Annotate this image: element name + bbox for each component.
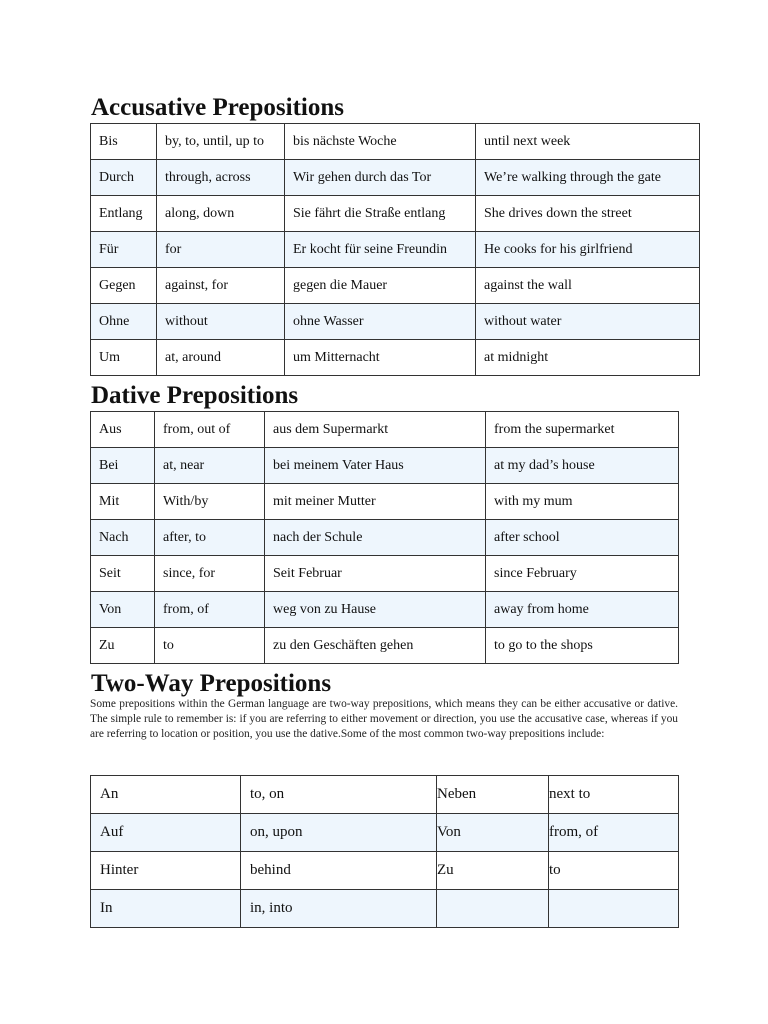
- preposition-cell: Zu: [437, 852, 549, 890]
- meaning-cell: for: [157, 232, 285, 268]
- english-example-cell: with my mum: [486, 484, 679, 520]
- meaning-cell: to, on: [241, 776, 437, 814]
- german-example-cell: bis nächste Woche: [285, 124, 476, 160]
- english-example-cell: at my dad’s house: [486, 448, 679, 484]
- meaning-cell: [549, 890, 679, 928]
- english-example-cell: away from home: [486, 592, 679, 628]
- table-row: [91, 776, 679, 814]
- two-way-description: Some prepositions within the German language are two-way prepositions, which means they can be either accusative or dative. The simple rule to remember is: if you are referring to either movement or direction, you use the accusative case, whereas if you are referring to location or position, you use the dative.Some of the most common two-way prepositions include:: [90, 698, 678, 740]
- accusative-table: [90, 123, 700, 376]
- dative-heading: Dative Prepositions: [91, 382, 299, 409]
- preposition-cell: Ohne: [91, 304, 157, 340]
- table-row: [91, 628, 679, 664]
- preposition-cell: Von: [91, 592, 155, 628]
- preposition-cell: Bei: [91, 448, 155, 484]
- meaning-cell: against, for: [157, 268, 285, 304]
- table-row: [91, 268, 700, 304]
- meaning-cell: after, to: [155, 520, 265, 556]
- table-row: [91, 484, 679, 520]
- preposition-cell: Aus: [91, 412, 155, 448]
- preposition-cell: Neben: [437, 776, 549, 814]
- preposition-cell: Bis: [91, 124, 157, 160]
- preposition-cell: In: [91, 890, 241, 928]
- table-row: [91, 556, 679, 592]
- table-row: [91, 304, 700, 340]
- preposition-cell: Auf: [91, 814, 241, 852]
- preposition-cell: Für: [91, 232, 157, 268]
- german-example-cell: bei meinem Vater Haus: [265, 448, 486, 484]
- english-example-cell: after school: [486, 520, 679, 556]
- meaning-cell: at, around: [157, 340, 285, 376]
- table-row: [91, 124, 700, 160]
- preposition-cell: Gegen: [91, 268, 157, 304]
- german-example-cell: gegen die Mauer: [285, 268, 476, 304]
- table-row: [91, 814, 679, 852]
- english-example-cell: since February: [486, 556, 679, 592]
- preposition-cell: [437, 890, 549, 928]
- preposition-cell: An: [91, 776, 241, 814]
- german-example-cell: mit meiner Mutter: [265, 484, 486, 520]
- meaning-cell: from, of: [549, 814, 679, 852]
- preposition-cell: Entlang: [91, 196, 157, 232]
- german-example-cell: um Mitternacht: [285, 340, 476, 376]
- german-example-cell: Wir gehen durch das Tor: [285, 160, 476, 196]
- meaning-cell: in, into: [241, 890, 437, 928]
- german-example-cell: Seit Februar: [265, 556, 486, 592]
- table-row: [91, 890, 679, 928]
- english-example-cell: until next week: [476, 124, 700, 160]
- german-example-cell: aus dem Supermarkt: [265, 412, 486, 448]
- preposition-cell: Mit: [91, 484, 155, 520]
- english-example-cell: We’re walking through the gate: [476, 160, 700, 196]
- meaning-cell: With/by: [155, 484, 265, 520]
- english-example-cell: at midnight: [476, 340, 700, 376]
- english-example-cell: She drives down the street: [476, 196, 700, 232]
- table-row: [91, 412, 679, 448]
- dative-table: [90, 411, 679, 664]
- english-example-cell: from the supermarket: [486, 412, 679, 448]
- meaning-cell: from, out of: [155, 412, 265, 448]
- german-example-cell: weg von zu Hause: [265, 592, 486, 628]
- meaning-cell: from, of: [155, 592, 265, 628]
- preposition-cell: Von: [437, 814, 549, 852]
- table-row: [91, 232, 700, 268]
- english-example-cell: without water: [476, 304, 700, 340]
- english-example-cell: He cooks for his girlfriend: [476, 232, 700, 268]
- meaning-cell: next to: [549, 776, 679, 814]
- meaning-cell: to: [549, 852, 679, 890]
- german-example-cell: Sie fährt die Straße entlang: [285, 196, 476, 232]
- english-example-cell: against the wall: [476, 268, 700, 304]
- two-way-heading: Two-Way Prepositions: [91, 670, 332, 697]
- meaning-cell: through, across: [157, 160, 285, 196]
- meaning-cell: at, near: [155, 448, 265, 484]
- meaning-cell: since, for: [155, 556, 265, 592]
- preposition-cell: Um: [91, 340, 157, 376]
- table-row: [91, 520, 679, 556]
- accusative-heading: Accusative Prepositions: [91, 94, 344, 121]
- meaning-cell: by, to, until, up to: [157, 124, 285, 160]
- meaning-cell: to: [155, 628, 265, 664]
- two-way-table: [90, 775, 679, 928]
- meaning-cell: behind: [241, 852, 437, 890]
- preposition-cell: Nach: [91, 520, 155, 556]
- german-example-cell: nach der Schule: [265, 520, 486, 556]
- meaning-cell: on, upon: [241, 814, 437, 852]
- german-example-cell: zu den Geschäften gehen: [265, 628, 486, 664]
- table-row: [91, 448, 679, 484]
- german-example-cell: ohne Wasser: [285, 304, 476, 340]
- preposition-cell: Hinter: [91, 852, 241, 890]
- table-row: [91, 196, 700, 232]
- meaning-cell: without: [157, 304, 285, 340]
- english-example-cell: to go to the shops: [486, 628, 679, 664]
- table-row: [91, 852, 679, 890]
- table-row: [91, 160, 700, 196]
- table-row: [91, 340, 700, 376]
- table-row: [91, 592, 679, 628]
- meaning-cell: along, down: [157, 196, 285, 232]
- german-example-cell: Er kocht für seine Freundin: [285, 232, 476, 268]
- preposition-cell: Seit: [91, 556, 155, 592]
- preposition-cell: Zu: [91, 628, 155, 664]
- preposition-cell: Durch: [91, 160, 157, 196]
